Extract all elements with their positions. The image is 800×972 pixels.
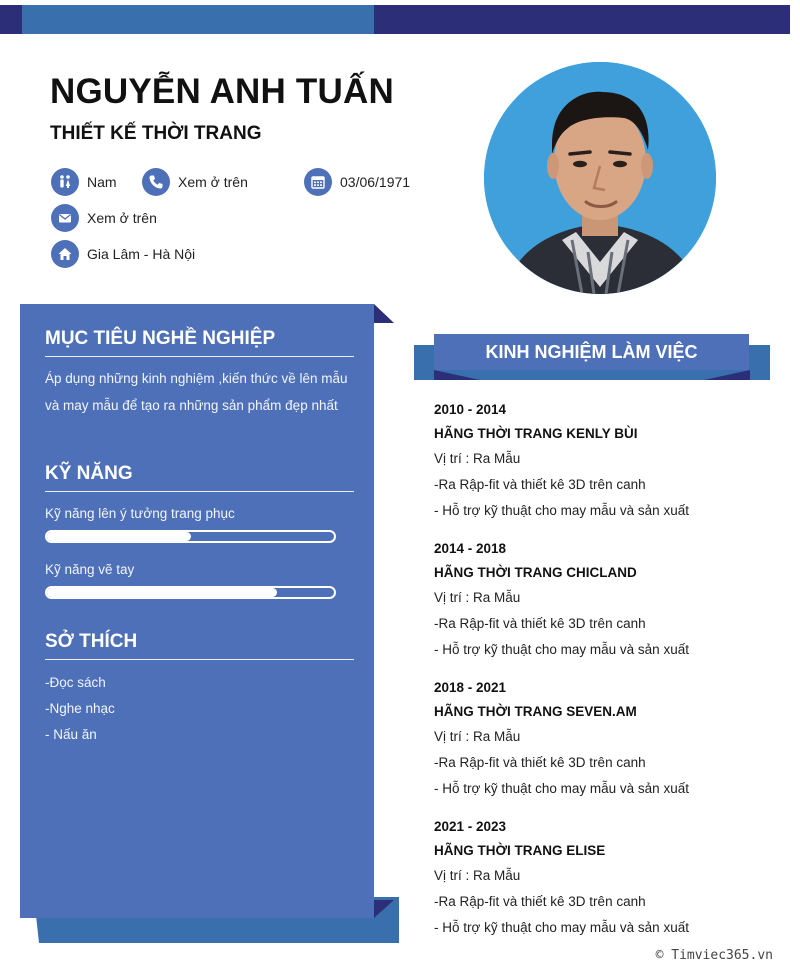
skill-label: Kỹ năng lên ý tưởng trang phục bbox=[45, 506, 235, 521]
experience-company: HÃNG THỜI TRANG SEVEN.AM bbox=[434, 704, 637, 719]
experience-years: 2018 - 2021 bbox=[434, 680, 507, 695]
profile-photo bbox=[484, 62, 716, 294]
skills-heading: KỸ NĂNG bbox=[45, 463, 133, 484]
gender-icon bbox=[51, 168, 79, 196]
experience-line: - Hỗ trợ kỹ thuật cho may mẫu và sản xuất bbox=[434, 642, 689, 657]
experience-years: 2014 - 2018 bbox=[434, 541, 507, 556]
skill-bar bbox=[45, 586, 336, 599]
experience-entry bbox=[434, 539, 784, 666]
left-panel bbox=[20, 304, 374, 918]
experience-years: 2021 - 2023 bbox=[434, 819, 507, 834]
email-info bbox=[51, 204, 157, 232]
skill-bar-fill bbox=[47, 532, 191, 541]
email-value: Xem ở trên bbox=[87, 210, 157, 226]
objective-line: Áp dụng những kinh nghiệm ,kiến thức về lên mẫu bbox=[45, 371, 348, 386]
experience-company: HÃNG THỜI TRANG CHICLAND bbox=[434, 565, 637, 580]
experience-line: -Ra Rập-fit và thiết kê 3D trên canh bbox=[434, 755, 646, 770]
objective-heading: MỤC TIÊU NGHỀ NGHIỆP bbox=[45, 328, 276, 349]
experience-line: Vị trí : Ra Mẫu bbox=[434, 451, 521, 466]
objective-line: và may mẫu để tạo ra những sản phẩm đẹp nhất bbox=[45, 398, 338, 413]
experience-line: -Ra Rập-fit và thiết kê 3D trên canh bbox=[434, 894, 646, 909]
experience-line: - Hỗ trợ kỹ thuật cho may mẫu và sản xuất bbox=[434, 781, 689, 796]
hobbies-heading: SỞ THÍCH bbox=[45, 631, 138, 652]
experience-line: - Hỗ trợ kỹ thuật cho may mẫu và sản xuất bbox=[434, 920, 689, 935]
hobby-item: -Đọc sách bbox=[45, 675, 106, 690]
phone-value: Xem ở trên bbox=[178, 174, 248, 190]
address-value: Gia Lâm - Hà Nội bbox=[87, 246, 196, 262]
skills-divider bbox=[45, 491, 354, 492]
home-icon bbox=[51, 240, 79, 268]
experience-line: Vị trí : Ra Mẫu bbox=[434, 729, 521, 744]
skill-label: Kỹ năng vẽ tay bbox=[45, 562, 135, 577]
job-title: THIẾT KẾ THỜI TRANG bbox=[50, 123, 262, 144]
gender-info bbox=[51, 168, 117, 196]
skill-bar-fill bbox=[47, 588, 277, 597]
birthday-info bbox=[304, 168, 410, 196]
experience-entry bbox=[434, 678, 784, 805]
candidate-name: NGUYỄN ANH TUẤN bbox=[50, 72, 394, 111]
experience-line: Vị trí : Ra Mẫu bbox=[434, 590, 521, 605]
experience-company: HÃNG THỜI TRANG KENLY BÙI bbox=[434, 426, 638, 441]
phone-icon bbox=[142, 168, 170, 196]
hobbies-divider bbox=[45, 659, 354, 660]
email-icon bbox=[51, 204, 79, 232]
address-info bbox=[51, 240, 195, 268]
experience-entry bbox=[434, 817, 784, 944]
calendar-icon bbox=[304, 168, 332, 196]
experience-line: - Hỗ trợ kỹ thuật cho may mẫu và sản xuất bbox=[434, 503, 689, 518]
experience-line: Vị trí : Ra Mẫu bbox=[434, 868, 521, 883]
skill-bar bbox=[45, 530, 336, 543]
panel-fold-top bbox=[374, 304, 394, 323]
experience-years: 2010 - 2014 bbox=[434, 402, 507, 417]
phone-info bbox=[142, 168, 248, 196]
experience-line: -Ra Rập-fit và thiết kê 3D trên canh bbox=[434, 477, 646, 492]
footer-watermark[interactable]: © Timviec365.vn bbox=[655, 948, 773, 963]
top-banner-accent bbox=[22, 5, 374, 34]
experience-line: -Ra Rập-fit và thiết kê 3D trên canh bbox=[434, 616, 646, 631]
experience-entry bbox=[434, 400, 784, 527]
hobby-item: - Nấu ăn bbox=[45, 727, 97, 742]
experience-heading: KINH NGHIỆM LÀM VIỆC bbox=[434, 334, 749, 370]
objective-divider bbox=[45, 356, 354, 357]
gender-value: Nam bbox=[87, 174, 117, 190]
birthday-value: 03/06/1971 bbox=[340, 174, 411, 190]
experience-company: HÃNG THỜI TRANG ELISE bbox=[434, 843, 606, 858]
hobby-item: -Nghe nhạc bbox=[45, 701, 115, 716]
